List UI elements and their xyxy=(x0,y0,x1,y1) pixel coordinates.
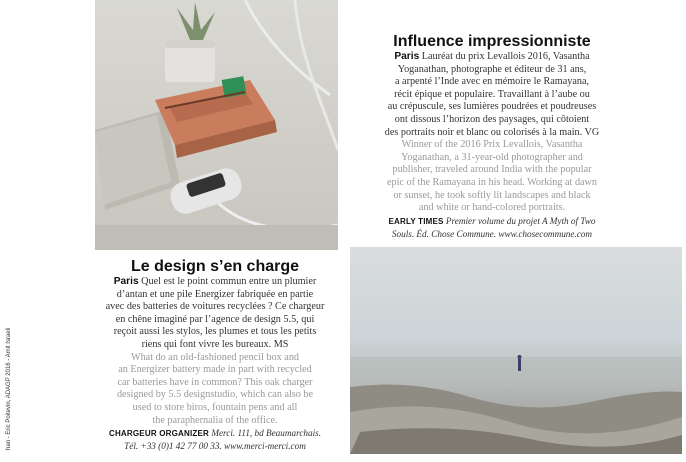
text-line: publisher, traveled around India with the popular xyxy=(392,164,592,176)
info-line: Merci. 111, bd Beaumarchais. xyxy=(211,428,322,439)
photo-credit xyxy=(6,300,16,460)
text-line: and white or hand-colored portraits. xyxy=(418,202,566,214)
article-impressionniste xyxy=(342,32,642,240)
article-design-info xyxy=(70,427,360,452)
text-line: des portraits noir et blanc ou colorisés à la main. VG xyxy=(384,126,600,138)
article-design xyxy=(70,257,360,452)
text-line: What do an old-fashioned pencil box and xyxy=(130,351,300,363)
info-line: Souls. Éd. Chose Commune. www.chosecommune.com xyxy=(391,228,593,239)
info-line: Tél. +33 (0)1 42 77 00 33. www.merci-merci.com xyxy=(124,441,306,452)
photo-credit-text: han - Eric Poitevin, ADAGP 2016 - Amit Israeli xyxy=(6,327,12,450)
product-tag: CHARGEUR ORGANIZER xyxy=(108,429,210,439)
text-line: récit épique et populaire. Travaillant à l’aube ou xyxy=(394,88,590,100)
text-line: Yoganathan, photographe et éditeur de 31 ans, xyxy=(397,63,587,75)
article-design-french-text xyxy=(70,276,360,352)
info-line: Premier volume du projet A Myth of Two xyxy=(445,215,596,226)
charger-photo xyxy=(95,0,338,250)
product-tag: EARLY TIMES xyxy=(388,216,444,226)
article-design-headline: Le design s’en charge xyxy=(130,258,300,275)
text-line: ont dissous l’horizon des paysages, qui côtoient xyxy=(394,113,590,125)
article-impressionniste-french-text xyxy=(342,51,642,139)
text-line: d’antan et une pile Energizer fabriquée en partie xyxy=(116,288,314,300)
text-line: an Energizer battery made in part with recycled xyxy=(118,364,312,376)
text-line: Yoganathan, a 31-year-old photographer and xyxy=(401,151,583,163)
city-label: Paris xyxy=(394,51,420,62)
text-line: a arpenté l’Inde avec en mémoire le Ramayana, xyxy=(394,76,590,88)
text-line: or sunset, he took softly lit landscapes and black xyxy=(393,189,591,201)
article-impressionniste-info xyxy=(342,215,642,240)
charger-photo-illustration xyxy=(95,0,338,250)
text-line: Winner of the 2016 Prix Levallois, Vasantha xyxy=(401,139,583,151)
article-design-english-text xyxy=(70,352,360,428)
text-line: epic of the Ramayana in his head. Working at dawn xyxy=(386,176,598,188)
text-line: car batteries have in common? This oak charger xyxy=(117,376,313,388)
text-line: riens qui font vivre les bureaux. MS xyxy=(141,338,289,350)
text-line: en chêne imaginé par l’agence de design 5.5, qui xyxy=(115,313,315,325)
text-line: avec des batteries de voitures recyclées ? Ce chargeur xyxy=(105,301,325,313)
text-line: au crépuscule, ses lumières poudrées et poudreuses xyxy=(387,101,597,113)
landscape-photo xyxy=(350,247,682,454)
text-line: reçoit aussi les stylos, les plumes et tous les petits xyxy=(113,326,317,338)
landscape-photo-illustration xyxy=(350,247,682,454)
text-line: used to store biros, fountain pens and all xyxy=(132,401,298,413)
text-line: designed by 5.5 designstudio, which can also be xyxy=(116,389,314,401)
article-impressionniste-headline: Influence impressionniste xyxy=(393,33,591,50)
article-impressionniste-english-text xyxy=(342,139,642,215)
text-line: the paraphernalia of the office. xyxy=(152,414,278,426)
text-line: Quel est le point commun entre un plumier xyxy=(141,276,317,287)
city-label: Paris xyxy=(113,276,139,287)
text-line: Lauréat du prix Levallois 2016, Vasantha xyxy=(421,51,590,62)
